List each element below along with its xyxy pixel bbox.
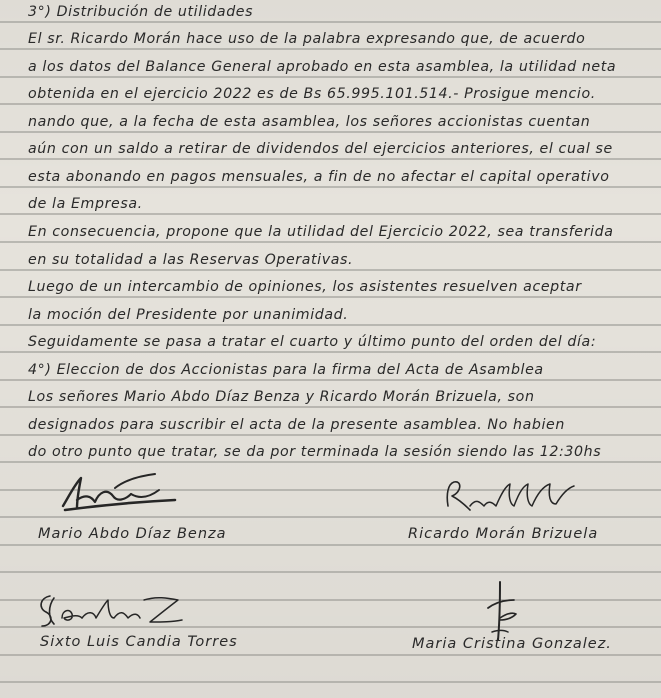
line-13: 4°) Eleccion de dos Accionistas para la firma del Acta de Asamblea — [28, 362, 544, 378]
line-8: En consecuencia, propone que la utilidad del Ejercicio 2022, sea transferida — [28, 224, 614, 240]
line-9: en su totalidad a las Reservas Operativas. — [28, 252, 354, 268]
line-title: 3°) Distribución de utilidades — [28, 4, 254, 20]
line-3: obtenida en el ejercicio 2022 es de Bs 65.995.101.514.- Prosigue mencio. — [28, 86, 596, 102]
signer-name-sixto-candia: Sixto Luis Candia Torres — [40, 634, 238, 650]
signer-name-maria-gonzalez: Maria Cristina Gonzalez. — [412, 636, 612, 652]
line-7: de la Empresa. — [28, 196, 143, 212]
line-6: esta abonando en pagos mensuales, a fin de no afectar el capital operativo — [28, 169, 610, 185]
line-11: la moción del Presidente por unanimidad. — [28, 307, 349, 323]
signer-name-mario-abdo: Mario Abdo Díaz Benza — [38, 526, 227, 542]
line-5: aún con un saldo a retirar de dividendos del ejercicios anteriores, el cual se — [28, 141, 613, 157]
line-12: Seguidamente se pasa a tratar el cuarto y último punto del orden del día: — [28, 334, 597, 350]
signer-name-ricardo-moran: Ricardo Morán Brizuela — [408, 526, 599, 542]
line-10: Luego de un intercambio de opiniones, los asistentes resuelven aceptar — [28, 279, 582, 295]
line-1: El sr. Ricardo Morán hace uso de la palabra expresando que, de acuerdo — [28, 31, 586, 47]
line-16: do otro punto que tratar, se da por terminada la sesión siendo las 12:30hs — [28, 444, 602, 460]
signature-sixto-candia — [32, 588, 192, 632]
signature-mario-abdo — [55, 470, 185, 520]
line-14: Los señores Mario Abdo Díaz Benza y Ricardo Morán Brizuela, son — [28, 389, 535, 405]
line-4: nando que, a la fecha de esta asamblea, los señores accionistas cuentan — [28, 114, 591, 130]
line-2: a los datos del Balance General aprobado en esta asamblea, la utilidad neta — [28, 59, 617, 75]
signature-ricardo-moran — [440, 476, 590, 520]
line-15: designados para suscribir el acta de la presente asamblea. No habien — [28, 417, 565, 433]
